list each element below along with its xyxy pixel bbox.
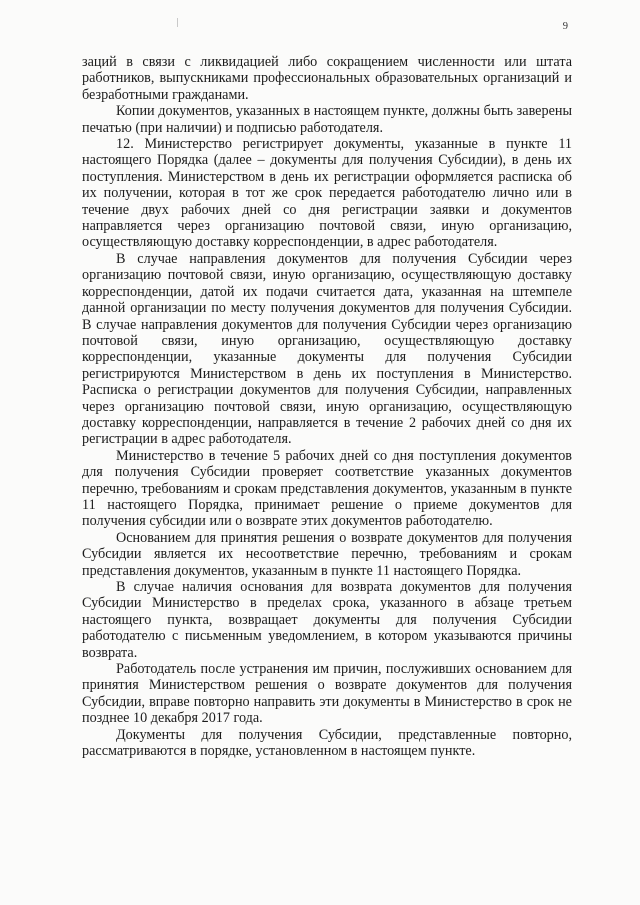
paragraph-resubmission-review: Документы для получения Субсидии, представленные повторно, рассматриваются в порядке, установленном в настоящем пункте. xyxy=(82,726,572,760)
paragraph-copies-certification: Копии документов, указанных в настоящем пункте, должны быть заверены печатью (при наличии) и подписью работодателя. xyxy=(82,103,572,136)
paragraph-return-grounds: Основанием для принятия решения о возврате документов для получения Субсидии является их несоответствие перечню, требованиям и срокам представления документов, указанным в пункте 11 настоящего Порядка. xyxy=(82,529,572,579)
paragraph-continuation: заций в связи с ликвидацией либо сокращением численности или штата работников, выпускниками профессиональных образовательных организаций и безработными гражданами. xyxy=(82,54,572,103)
paragraph-resubmission: Работодатель после устранения им причин, послуживших основанием для принятия Министерством решения о возврате документов для получения Субсидии, вправе повторно направить эти документы в Министерство в срок не позднее 10 декабря 2017 года. xyxy=(82,661,572,727)
page-number: 9 xyxy=(562,21,568,32)
document-body xyxy=(82,54,572,759)
paragraph-document-review: Министерство в течение 5 рабочих дней со дня поступления документов для получения Субсидии проверяет соответствие указанных документов перечню, требованиям и срокам представления документов, указанным в пункте 11 настоящего Порядка, принимает решение о приеме документов для получения субсидии или о возврате этих документов работодателю. xyxy=(82,447,572,530)
paragraph-item-12-registration: 12. Министерство регистрирует документы, указанные в пункте 11 настоящего Порядка (далее – документы для получения Субсидии), в день их поступления. Министерством в день их регистрации оформляется расписка об их получении, которая в тот же срок передается работодателю лично или в течение двух рабочих дней со дня регистрации заявки и документов направляется через организацию почтовой связи, иную организацию, осуществляющую доставку корреспонденции, в адрес работодателя. xyxy=(82,136,572,251)
scan-mark xyxy=(177,18,178,27)
paragraph-postal-submission: В случае направления документов для получения Субсидии через организацию почтовой связи, иную организацию, осуществляющую доставку корреспонденции, датой их подачи считается дата, указанная на штемпеле данной организации по месту получения документов для получения Субсидии. В случае направления документов для получения Субсидии через организацию почтовой связи, иную организацию, осуществляющую доставку корреспонденции, указанные документы для получения Субсидии регистрируются Министерством в день их поступления в Министерство. Расписка о регистрации документов для получения Субсидии, направленных через организацию почтовой связи, иную организацию, осуществляющую доставку корреспонденции, направляется в течение 2 рабочих дней со дня их регистрации в адрес работодателя. xyxy=(82,250,572,448)
paragraph-return-procedure: В случае наличия основания для возврата документов для получения Субсидии Министерство в пределах срока, указанного в абзаце третьем настоящего пункта, возвращает документы для получения Субсидии работодателю с письменным уведомлением, в котором указываются причины возврата. xyxy=(82,579,572,661)
